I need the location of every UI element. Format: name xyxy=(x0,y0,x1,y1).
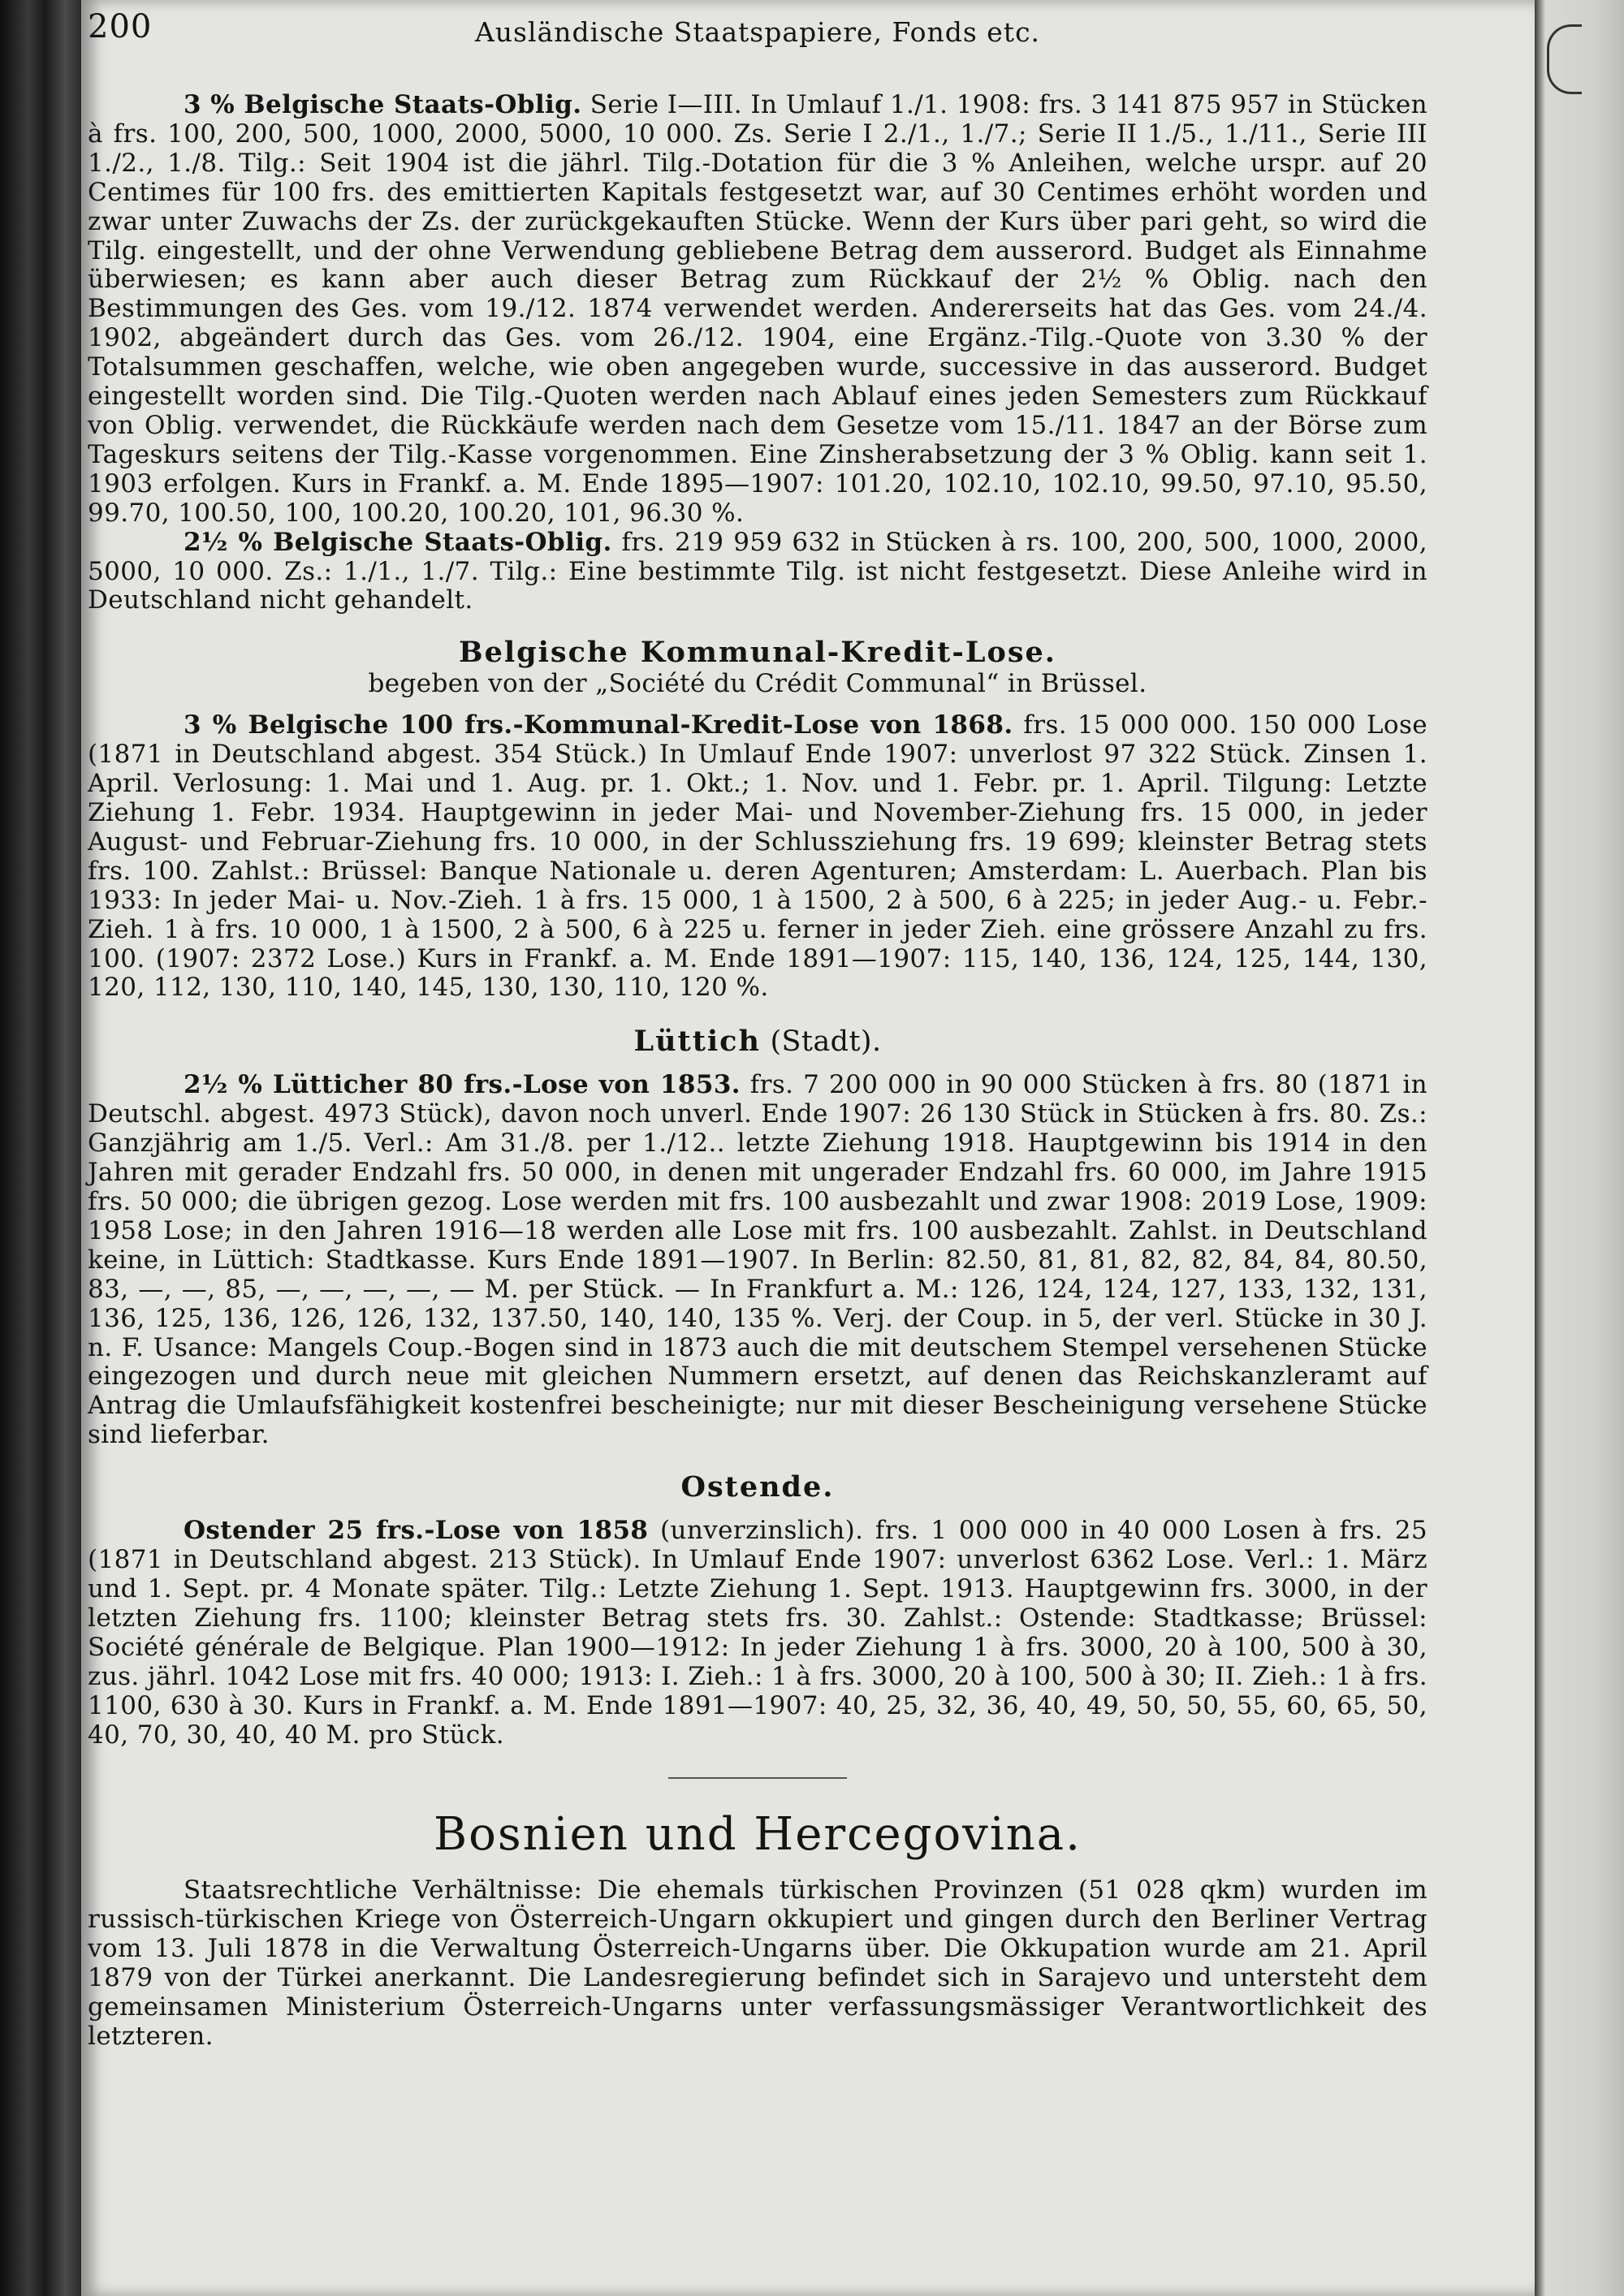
bracket-mark-icon xyxy=(1547,24,1582,94)
chapter-title-bosnien: Bosnien und Hercegovina. xyxy=(434,1808,1082,1862)
entry-belgische-staats-oblig-3 xyxy=(88,91,1427,529)
entry-ostender-lose xyxy=(88,1517,1427,1750)
section-title-suffix: (Stadt). xyxy=(760,1025,882,1059)
entry-text: frs. 7 200 000 in 90 000 Stücken à frs. 80 (1871 in Deutschl. abgest. 4973 Stück), davon noch unverl. Ende 1907: 26 130 Stück in Stücken à frs. 80. Zs.: Ganzjährig am 1./5. Verl.: Am 31./8. per 1./12.. letzte Ziehung 1918. Hauptgewinn bis 1914 in den Jahren mit gerader Endzahl frs. 50 000, in denen mit ungerader Endzahl frs. 60 000, im Jahre 1915 frs. 50 000; die übrigen gezog. Lose werden mit frs. 100 ausbezahlt und zwar 1908: 2019 Lose, 1909: 1958 Lose; in den Jahren 1916—18 werden alle Lose mit frs. 100 ausbezahlt. Zahlst. in Deutschland keine, in Lüttich: Stadtkasse. Kurs Ende 1891—1907. In Berlin: 82.50, 81, 81, 82, 82, 84, 84, 80.50, 83, —, —, 85, —, —, —, —, — M. per Stück. — In Frankfurt a. M.: 126, 124, 124, 127, 133, 132, 131, 136, 125, 136, 126, 126, 132, 137.50, 140, 140, 135 %. Verj. der Coup. in 5, der verl. Stücke in 30 J. n. F. Usance: Mangels Coup.-Bogen sind in 1873 auch die mit deutschem Stempel versehenen Stücke eingezogen und durch neue mit gleichen Nummern ersetzt, auf denen das Reichskanzleramt auf Antrag die Umlaufsfähigkeit kostenfrei bescheinigte; nur mit dieser Bescheinigung versehene Stücke sind lieferbar. xyxy=(88,1070,1427,1450)
page-number: 200 xyxy=(88,8,153,45)
entry-text: Staatsrechtliche Verhältnisse: Die ehemals türkischen Provinzen (51 028 qkm) wurden im russisch-türkischen Kriege von Österreich-Ungarn okkupiert und gingen durch den Berliner Vertrag vom 13. Juli 1878 in die Verwaltung Österreich-Ungarns über. Die Okkupation wurde am 21. April 1879 von der Türkei anerkannt. Die Landesregierung befindet sich in Sarajevo und untersteht dem gemeinsamen Ministerium Österreich-Ungarns unter verfassungsmässiger Verantwortlichkeit des letzteren. xyxy=(88,1875,1427,2051)
entry-text: (unverzinslich). frs. 1 000 000 in 40 000 Losen à frs. 25 (1871 in Deutschland abgest. 213 Stück). In Umlauf Ende 1907: unverlost 6362 Lose. Verl.: 1. März und 1. Sept. pr. 4 Monate später. Tilg.: Letzte Ziehung 1. Sept. 1913. Hauptgewinn frs. 3000, in der letzten Ziehung frs. 1100; kleinster Betrag stets frs. 30. Zahlst.: Ostende: Stadtkasse; Brüssel: Société générale de Belgique. Plan 1900—1912: In jeder Ziehung 1 à frs. 3000, 20 à 100, 500 à 30, zus. jährl. 1042 Lose mit frs. 40 000; 1913: I. Zieh.: 1 à frs. 3000, 20 à 100, 500 à 30; II. Zieh.: 1 à frs. 1100, 630 à 30. Kurs in Frankf. a. M. Ende 1891—1907: 40, 25, 32, 36, 40, 49, 50, 50, 55, 60, 65, 50, 40, 70, 30, 40, 40 M. pro Stück. xyxy=(88,1516,1427,1750)
entry-text: Serie I—III. In Umlauf 1./1. 1908: frs. 3 141 875 957 in Stücken à frs. 100, 200, 500, 1000, 2000, 5000, 10 000. Zs. Serie I 2./1., 1./7.; Serie II 1./5., 1./11., Serie III 1./2., 1./8. Tilg.: Seit 1904 ist die jährl. Tilg.-Dotation für die 3 % Anleihen, welche urspr. auf 20 Centimes für 100 frs. des emittierten Kapitals festgesetzt war, auf 30 Centimes erhöht worden und zwar unter Zuwachs der Zs. der zurückgekauften Stücke. Wenn der Kurs über pari geht, so wird die Tilg. eingestellt, und der ohne Verwendung gebliebene Betrag dem ausserord. Budget als Einnahme überwiesen; es kann aber auch dieser Betrag zum Rückkauf der 2½ % Oblig. nach den Bestimmungen des Ges. vom 19./12. 1874 verwendet werden. Andererseits hat das Ges. vom 24./4. 1902, abgeändert durch das Ges. vom 26./12. 1904, eine Ergänz.-Tilg.-Quote von 3.30 % der Totalsummen geschaffen, welche, wie oben angegeben wurde, successive in das ausserord. Budget eingestellt worden sind. Die Tilg.-Quoten werden nach Ablauf eines jeden Semesters zum Rückkauf von Oblig. verwendet, die Rückkäufe werden nach dem Gesetze vom 15./11. 1847 an der Börse zum Tageskurs seitens der Tilg.-Kasse vorgenommen. Eine Zinsherabsetzung der 3 % Oblig. kann seit 1. 1903 erfolgen. Kurs in Frankf. a. M. Ende 1895—1907: 101.20, 102.10, 102.10, 99.50, 97.10, 95.50, 99.70, 100.50, 100, 100.20, 100.20, 101, 96.30 %. xyxy=(88,90,1427,528)
entry-belgische-staats-oblig-2-5 xyxy=(88,529,1427,616)
section-title-luettich xyxy=(88,1025,1427,1058)
entry-kommunal-kredit-lose xyxy=(88,711,1427,1003)
entry-heading: 2½ % Belgische Staats-Oblig. xyxy=(184,527,612,557)
running-title: Ausländische Staatspapiere, Fonds etc. xyxy=(474,16,1041,48)
entry-text: frs. 219 959 632 in Stücken à rs. 100, 200, 500, 1000, 2000, 5000, 10 000. Zs.: 1./1., 1./7. Tilg.: Eine bestimmte Tilg. ist nicht festgesetzt. Diese Anleihe wird in Deutschland nicht gehandelt. xyxy=(88,527,1427,615)
entry-staatsrechtliche-verhaeltnisse xyxy=(88,1876,1427,2051)
section-title-kommunal-kredit: Belgische Kommunal-Kredit-Lose. xyxy=(459,636,1056,670)
section-title-ostende: Ostende. xyxy=(680,1470,835,1504)
entry-text: frs. 15 000 000. 150 000 Lose (1871 in Deutschland abgest. 354 Stück.) In Umlauf Ende 1907: unverlost 97 322 Stück. Zinsen 1. April. Verlosung: 1. Mai und 1. Aug. pr. 1. Okt.; 1. Nov. und 1. Febr. pr. 1. April. Tilgung: Letzte Ziehung 1. Febr. 1934. Hauptgewinn in jeder Mai- und November-Ziehung frs. 15 000, in jeder August- und Februar-Ziehung frs. 10 000, in der Schlussziehung frs. 19 699; kleinster Betrag stets frs. 100. Zahlst.: Brüssel: Banque Nationale u. deren Agenturen; Amsterdam: L. Auerbach. Plan bis 1933: In jeder Mai- u. Nov.-Zieh. 1 à frs. 15 000, 1 à 1500, 2 à 500, 6 à 225; in jeder Aug.- u. Febr.-Zieh. 1 à frs. 10 000, 1 à 1500, 2 à 500, 6 à 225 u. ferner in jeder Zieh. eine grössere Anzahl zu frs. 100. (1907: 2372 Lose.) Kurs in Frankf. a. M. Ende 1891—1907: 115, 140, 136, 124, 125, 144, 130, 120, 112, 130, 110, 140, 145, 130, 130, 110, 120 %. xyxy=(88,710,1427,1003)
entry-heading: 3 % Belgische Staats-Oblig. xyxy=(184,90,582,119)
text-column xyxy=(88,0,1427,2052)
entry-luetticher-lose xyxy=(88,1071,1427,1450)
entry-heading: 2½ % Lütticher 80 frs.-Lose von 1853. xyxy=(184,1070,741,1100)
section-divider xyxy=(668,1777,847,1779)
book-binding xyxy=(0,0,81,2296)
running-header xyxy=(88,5,1427,62)
entry-heading: Ostender 25 frs.-Lose von 1858 xyxy=(184,1516,649,1546)
entry-heading: 3 % Belgische 100 frs.-Kommunal-Kredit-Lose von 1868. xyxy=(184,710,1013,740)
section-subtitle: begeben von der „Société du Crédit Communal“ in Brüssel. xyxy=(368,669,1147,699)
adjacent-page-edge xyxy=(1535,0,1624,2296)
section-title-main: Lüttich xyxy=(633,1025,761,1059)
